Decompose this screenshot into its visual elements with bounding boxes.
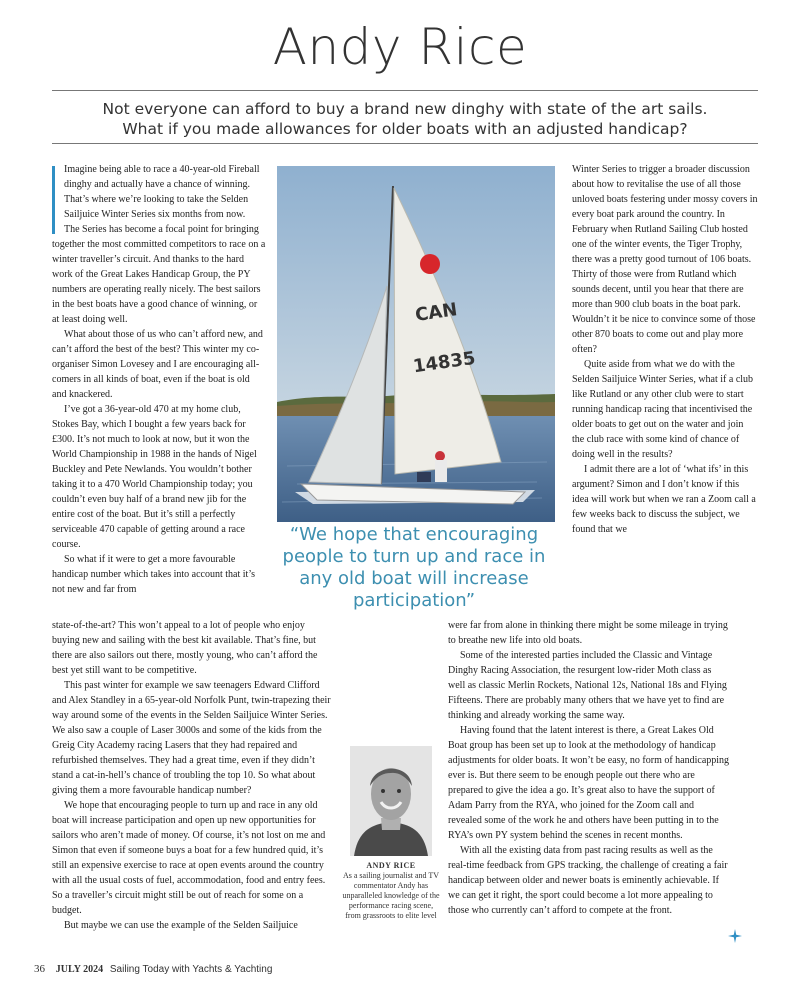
paragraph: I admit there are a lot of ‘what ifs’ in this argument? Simon and I don’t know if this idea will work but when we ran a Zoom call a few weeks back to discuss the subject, we found that we <box>572 464 756 535</box>
paragraph: The Series has become a focal point for bringing together the most committed competitors to race on a winter traveller’s circuit. And thanks to the hard work of the Great Lakes Handicap Group, the PY numbers are operating really nicely. The best sailors in the best boats have a good chance of winning, or at least doing well. <box>52 224 266 325</box>
standfirst-line-1: Not everyone can afford to buy a brand new dinghy with state of the art sails. <box>102 100 708 118</box>
author-caption <box>342 861 440 921</box>
paragraph: With all the existing data from past racing results as well as the real-time feedback from GPS tracking, the challenge of creating a fair handicap between older and newer boats is eminently achievable. If we can get it right, the sport could become a lot more appealing to those who currently can’t afford to compete at the front. <box>448 845 728 916</box>
standfirst-line-2: What if you made allowances for older boats with an adjusted handicap? <box>122 120 688 138</box>
paragraph: Imagine being able to race a 40-year-old Fireball dinghy and actually have a chance of winning. That’s where we’re looking to take the Selden Sailjuice Winter Series six months from now. <box>64 164 260 220</box>
sail-number-can: CAN <box>413 299 459 326</box>
page-title: Andy Rice <box>272 18 528 76</box>
right-column-top <box>572 162 758 537</box>
paragraph: Having found that the latent interest is there, a Great Lakes Old Boat group has been set up to look at the methodology of handicap adjustments for older boats. It won’t be easy, no form of handicapping ever is. But there seem to be enough people out there who are prepared to give the idea a go. It’s great also to have the support of Adam Parry from the RYA, who joined for the Zoom call and revealed some of the work he and others have been putting in to the RYA’s own PY system behind the scenes in recent months. <box>448 725 730 841</box>
paragraph: Quite aside from what we do with the Selden Sailjuice Winter Series, what if a club like Rutland or any other club were to start running handicap racing that incentivised the older boats to get out on the water and join the club race with some kind of chance of doing well in the results? <box>572 359 754 460</box>
paragraph: But maybe we can use the example of the Selden Sailjuice <box>64 920 298 931</box>
sailing-dinghy-photo <box>277 166 555 522</box>
paragraph: state-of-the-art? This won’t appeal to a lot of people who enjoy buying new and sailing with the best kit available. That’s fine, but there are also sailors out there, mostly young, who can’t afford the best yet still want to be competitive. <box>52 620 318 676</box>
author-bio: As a sailing journalist and TV commentator Andy has unparalleled knowledge of the performance racing scene, from grassroots to elite level <box>342 871 440 920</box>
paragraph: I’ve got a 36-year-old 470 at my home club, Stokes Bay, which I bought a few years back for £300. It’s not much to look at now, but it won the World Championship in 1988 in the hands of Nigel Buckley and Pete Newlands. You wouldn’t bother taking it to a 470 World Championship today; you couldn’t even buy half of a brand new jib for the entire cost of the boat. But it’s still a perfectly serviceable 470 capable of getting around a race course. <box>52 404 257 550</box>
paragraph: were far from alone in thinking there might be some mileage in trying to breathe new life into old boats. <box>448 620 728 646</box>
issue-date: JULY 2024 <box>55 964 104 975</box>
page-footer <box>34 963 272 975</box>
pull-quote: “We hope that encouraging people to turn up and race in any old boat will increase participation” <box>282 524 546 611</box>
end-mark-icon <box>728 929 742 943</box>
title-rule <box>52 90 758 91</box>
paragraph: Winter Series to trigger a broader discussion about how to revitalise the use of all those unloved boats festering under mossy covers in every boat park around the country. In February when Rutland Sailing Club hosted one of the winter events, the Tiger Trophy, there was a pretty good turnout of 106 boats. Thirty of those were from Rutland which sounds decent, until you hear that there are more than 900 club boats in the boat park. Wouldn’t it be nice to convince some of those other 870 boats to come out and play more often? <box>572 164 758 355</box>
publication-name: Sailing Today with Yachts & Yachting <box>109 964 273 975</box>
standfirst <box>52 99 758 139</box>
paragraph: So what if it were to get a more favourable handicap number which takes into account that it’s not new and far from <box>52 554 255 595</box>
page-number: 36 <box>34 963 45 975</box>
paragraph: This past winter for example we saw teenagers Edward Clifford and Alex Standley in a 65-year-old Norfolk Punt, twin-trapezing their way around some of the events in the Selden Sailjuice Winter Series. We also saw a couple of Laser 3000s and some of the kids from the Greig City Academy racing Lasers that they had repaired and refurbished themselves. They had a great time, even if they didn’t stand a cat-in-hell’s chance of troubling the top 10. So what about giving them a more favourable handicap number? <box>52 680 331 796</box>
right-column-bottom <box>448 618 730 918</box>
author-name: ANDY RICE <box>366 861 416 870</box>
paragraph: We hope that encouraging people to turn up and race in any old boat will increase participation and open up new opportunities for sailors who aren’t made of money. Of course, it’s not lost on me and Simon that even if someone buys a boat for a few hundred quid, it’s still an expensive exercise to race at open events around the country with all the usual costs of fuel, accommodation, food and entry fees. So a traveller’s circuit might still be out of reach for some on a budget. <box>52 800 326 916</box>
standfirst-rule <box>52 143 758 144</box>
left-column-bottom <box>52 618 334 933</box>
left-column-top <box>52 162 266 597</box>
author-portrait <box>350 746 432 856</box>
paragraph: What about those of us who can’t afford new, and can’t afford the best of the best? This winter my co-organiser Simon Lovesey and I are encouraging all-comers in all kinds of boat, even if the boat is old and knackered. <box>52 329 263 400</box>
sail-number: 14835 <box>411 347 477 378</box>
paragraph: Some of the interested parties included the Classic and Vintage Dinghy Racing Association, the resurgent low-rider Moth class as well as classic Merlin Rockets, National 12s, National 18s and Flying Fifteens. There are probably many others that we have yet to find are thinking and already working the same way. <box>448 650 727 721</box>
